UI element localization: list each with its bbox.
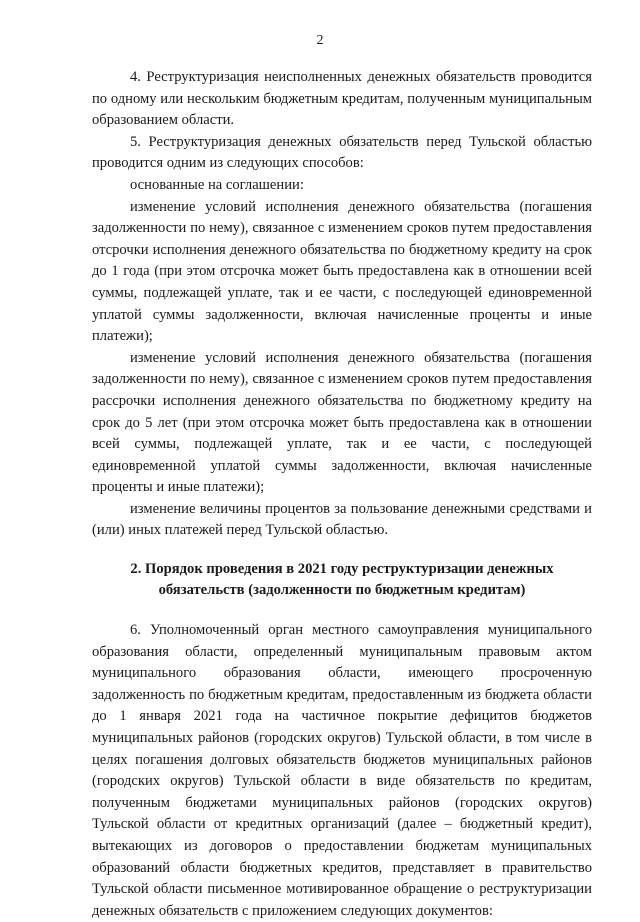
paragraph-deferral: изменение условий исполнения денежного обязательства (погашения задолженности по нему), связанное с изменением сроков путем предоставления отсрочки исполнения денежного обязательства по бюджетному кредиту на срок до 1 года (при этом отсрочка может быть предоставлена как в отношении всей суммы, подлежащей уплате, так и ее части, с последующей единовременной уплатой суммы задолженности, включая начисленные проценты и иные платежи);	[92, 198, 592, 345]
paragraph-interest-change: изменение величины процентов за пользование денежными средствами и (или) иных платежей перед Тульской областью.	[92, 500, 592, 539]
paragraph-agreement-based: основанные на соглашении:	[130, 176, 304, 193]
section-heading: 2. Порядок проведения в 2021 году реструктуризации денежных обязательств (задолженности по бюджетным кредитам)	[130, 561, 554, 599]
document-body	[92, 67, 592, 922]
paragraph-5: 5. Реструктуризация денежных обязательств перед Тульской областью проводится одним из следующих способов:	[92, 133, 592, 172]
page-number: 2	[316, 33, 324, 48]
paragraph-installment: изменение условий исполнения денежного обязательства (погашения задолженности по нему), связанное с изменением сроков путем предоставления рассрочки исполнения денежного обязательства по бюджетному кредиту на срок до 5 лет (при этом отсрочка может быть предоставлена как в отношении всей суммы, подлежащей уплате, так и ее части, с последующей единовременной уплатой суммы задолженности, включая начисленные проценты и иные платежи);	[92, 349, 592, 496]
paragraph-4: 4. Реструктуризация неисполненных денежных обязательств проводится по одному или нескольким бюджетным кредитам, полученным муниципальным образованием области.	[92, 69, 592, 129]
paragraph-6: 6. Уполномоченный орган местного самоуправления муниципального образования области, определенный муниципальным правовым актом муниципального образования области, имеющего просроченную задолженность по бюджетным кредитам, предоставленным из бюджета области до 1 января 2021 года на частичное покрытие дефицитов бюджетов муниципальных районов (городских округов) Тульской области, в том числе в целях погашения долговых обязательств бюджетов муниципальных районов (городских округов) Тульской области в виде обязательств по кредитам, полученным бюджетами муниципальных районов (городских округов) Тульской области от кредитных организаций (далее – бюджетный кредит), вытекающих из договоров о предоставлении бюджетам муниципальных образований области бюджетных кредитов, представляет в правительство Тульской области письменное мотивированное обращение о реструктуризации денежных обязательств с приложением следующих документов:	[92, 622, 592, 919]
